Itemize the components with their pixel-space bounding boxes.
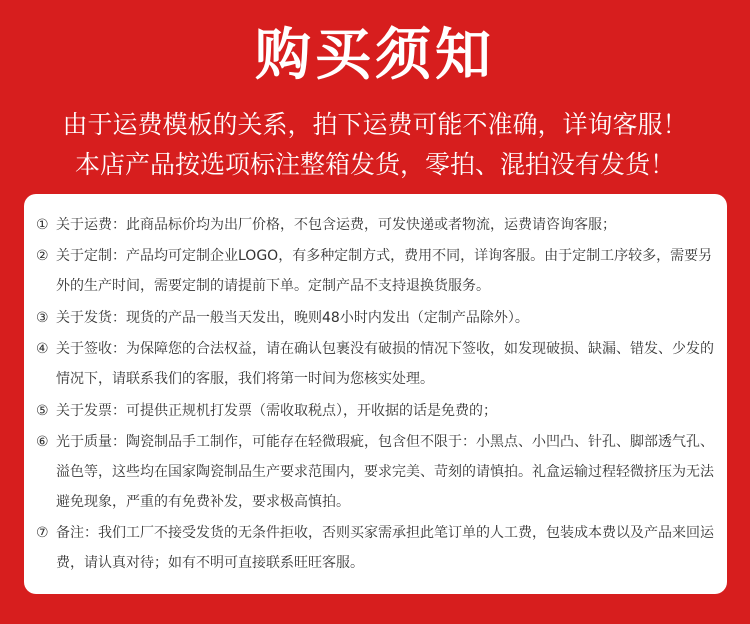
item-text: 备注：我们工厂不接受发货的无条件拒收，否则买家需承担此笔订单的人工费，包装成本费以及产品来回运费，请认真对待；如有不明可直接联系旺旺客服。 xyxy=(56,525,714,571)
item-text: 关于签收：为保障您的合法权益，请在确认包裹没有破损的情况下签收，如发现破损、缺漏、错发、少发的情况下，请联系我们的客服，我们将第一时间为您核实处理。 xyxy=(56,341,714,387)
item-number: ⑥ xyxy=(36,434,49,450)
page-title: 购买须知 xyxy=(255,23,495,88)
item-number: ① xyxy=(36,217,49,233)
item-number: ⑦ xyxy=(36,525,49,541)
terms-item-receipt xyxy=(36,334,720,394)
terms-item-delivery xyxy=(36,303,720,333)
terms-item-quality xyxy=(36,427,720,517)
item-text: 关于定制：产品均可定制企业LOGO，有多种定制方式，费用不同，详询客服。由于定制工序较多，需要另外的生产时间，需要定制的请提前下单。定制产品不支持退换货服务。 xyxy=(56,248,713,294)
terms-item-shipping xyxy=(36,210,720,240)
item-text: 光于质量：陶瓷制品手工制作，可能存在轻微瑕疵，包含但不限于：小黑点、小凹凸、针孔、脚部透气孔、溢色等，这些均在国家陶瓷制品生产要求范围内，要求完美、苛刻的请慎拍。礼盒运输过程轻微挤压为无法避免现象，严重的有免费补发，要求极高慎拍。 xyxy=(56,434,714,510)
item-number: ② xyxy=(36,248,49,264)
notice-line-full-box: 本店产品按选项标注整箱发货，零拍、混拍没有发货！ xyxy=(74,150,675,179)
item-number: ③ xyxy=(36,310,49,326)
terms-item-invoice xyxy=(36,396,720,426)
item-number: ④ xyxy=(36,341,49,357)
item-text: 关于发货：现货的产品一般当天发出，晚则48小时内发出（定制产品除外）。 xyxy=(56,310,529,326)
item-text: 关于发票：可提供正规机打发票（需收取税点），开收据的话是免费的； xyxy=(56,403,497,419)
terms-item-remarks xyxy=(36,518,720,578)
terms-item-customization xyxy=(36,241,720,301)
item-number: ⑤ xyxy=(36,403,49,419)
item-text: 关于运费：此商品标价均为出厂价格，不包含运费，可发快递或者物流，运费请咨询客服； xyxy=(56,217,616,233)
notice-line-shipping-fee: 由于运费模板的关系，拍下运费可能不准确，详询客服！ xyxy=(62,110,688,139)
